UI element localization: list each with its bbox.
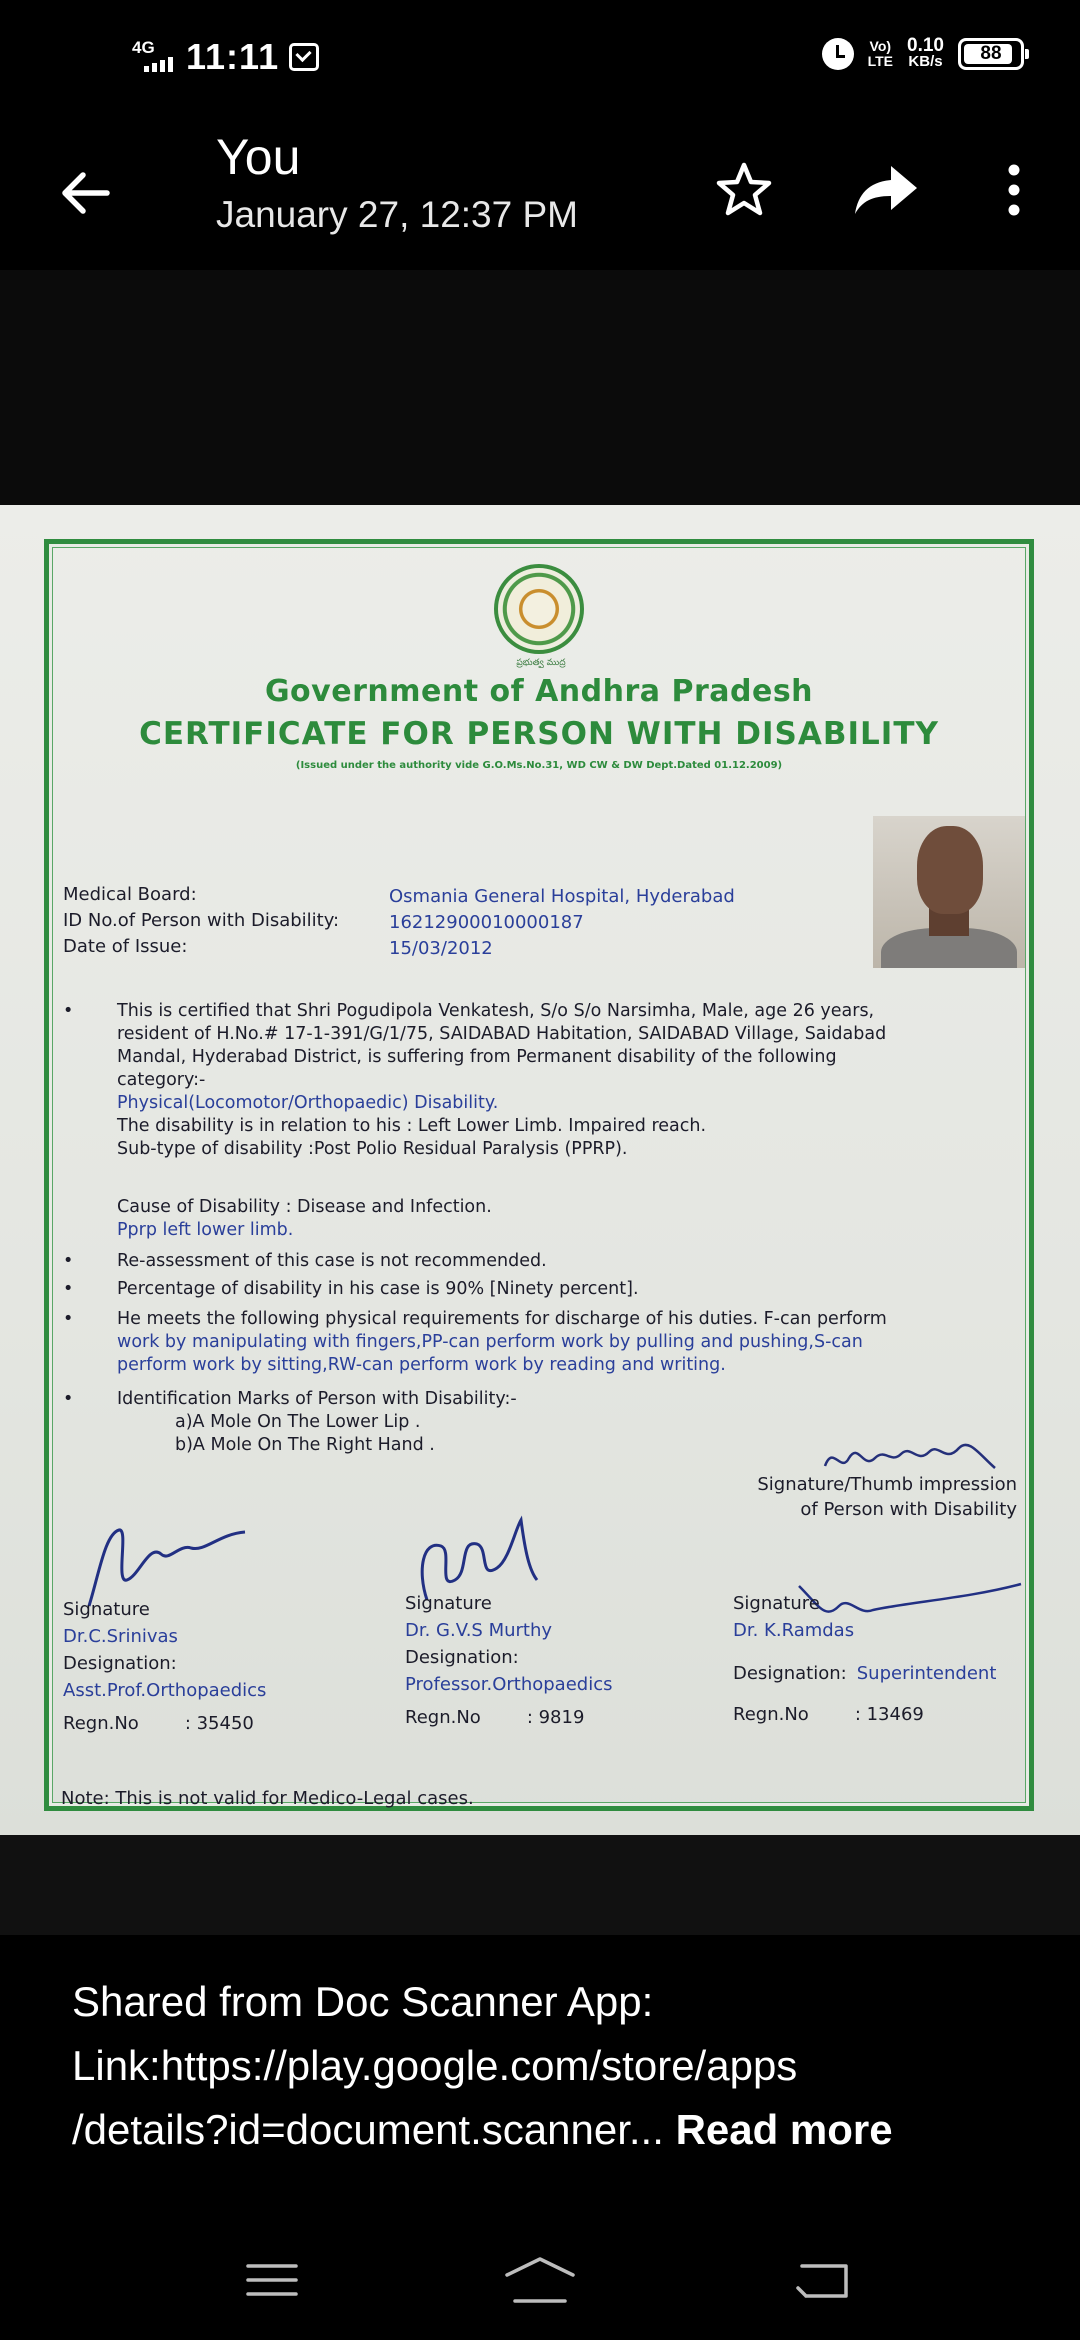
text-line: Mandal, Hyderabad District, is suffering from Permanent disability of the following — [117, 1047, 837, 1067]
text-line: The disability is in relation to his : Left Lower Limb. Impaired reach. — [117, 1116, 707, 1136]
text-line: category:- — [117, 1070, 206, 1090]
signer-signature-label: Signature — [405, 1593, 492, 1614]
home-button[interactable] — [500, 2250, 580, 2310]
text-line: work by manipulating with fingers,PP-can perform work by pulling and pushing,S-can — [117, 1332, 863, 1352]
star-icon — [714, 160, 774, 220]
text-line: Percentage of disability in his case is 90% [Ninety percent]. — [117, 1279, 639, 1299]
volte-indicator — [868, 39, 893, 69]
regn-value: : 9819 — [526, 1707, 585, 1728]
arrow-left-icon — [57, 165, 113, 221]
network-speed — [907, 35, 944, 70]
signer-block — [405, 1590, 612, 1731]
designation-value: Superintendent — [856, 1663, 997, 1684]
more-options-button[interactable] — [974, 150, 1054, 230]
designation-label: Designation: — [733, 1663, 847, 1684]
read-more-link[interactable]: Read more — [675, 2106, 893, 2153]
text-line: Physical(Locomotor/Orthopaedic) Disability. — [117, 1093, 499, 1113]
text-line: Signature/Thumb impression — [757, 1474, 1017, 1495]
regn-label: Regn.No — [405, 1707, 481, 1728]
status-left — [132, 36, 319, 78]
text-line: This is certified that Shri Pogudipola Venkatesh, S/o S/o Narsimha, Male, age 26 years, — [117, 1001, 875, 1021]
speed-value: 0.10 — [907, 35, 944, 56]
app-header — [0, 120, 1080, 270]
image-backdrop — [0, 270, 1080, 505]
message-caption — [72, 1970, 1032, 2162]
person-photo — [873, 816, 1025, 968]
regn-value: : 13469 — [854, 1704, 924, 1725]
caption-line: Shared from Doc Scanner App: — [72, 1978, 654, 2025]
caption-line: Link:https://play.google.com/store/apps — [72, 2042, 798, 2089]
field-label: Medical Board: — [63, 884, 197, 905]
emblem-caption: ప్రభుత్వ ముద్ర — [516, 658, 566, 668]
status-right — [822, 35, 1024, 70]
signer-block — [733, 1590, 996, 1728]
text-line: Pprp left lower limb. — [117, 1220, 294, 1240]
field-label: ID No.of Person with Disability: — [63, 910, 340, 931]
thumb-impression-label — [757, 1472, 1017, 1522]
shared-image[interactable] — [0, 505, 1080, 1835]
signer-signature-label: Signature — [733, 1593, 820, 1614]
text-line: Re-assessment of this case is not recommended. — [117, 1251, 547, 1271]
caption-line: /details?id=document.scanner... — [72, 2106, 664, 2153]
signer-name: Dr.C.Srinivas — [63, 1626, 178, 1647]
text-line: resident of H.No.# 17-1-391/G/1/75, SAIDABAD Habitation, SAIDABAD Village, Saidabad — [117, 1024, 887, 1044]
government-heading: Government of Andhra Pradesh — [264, 674, 814, 709]
more-vertical-icon — [1002, 160, 1026, 220]
forward-button[interactable] — [846, 150, 926, 230]
regn-label: Regn.No — [733, 1704, 809, 1725]
volte-top: Vo) — [869, 38, 892, 54]
clock: 11:11 — [186, 36, 280, 77]
back-nav-icon — [794, 2258, 854, 2302]
cause-paragraph — [63, 1196, 1023, 1242]
field-label: Date of Issue: — [63, 936, 188, 957]
certificate-title: CERTIFICATE FOR PERSON WITH DISABILITY — [139, 716, 939, 752]
text-line: a)A Mole On The Lower Lip . — [175, 1412, 421, 1432]
text-line: Sub-type of disability :Post Polio Residual Paralysis (PPRP). — [117, 1139, 628, 1159]
designation-label: Designation: — [405, 1647, 519, 1668]
identification-marks: • Identification Marks of Person with Disability:- a)A Mole On The Lower Lip . b)A Mole On The Right Hand . — [63, 1388, 1023, 1457]
signer-name: Dr. K.Ramdas — [733, 1620, 855, 1641]
regn-label: Regn.No — [63, 1713, 139, 1734]
regn-value: : 35450 — [184, 1713, 254, 1734]
text-line: perform work by sitting,RW-can perform work by reading and writing. — [117, 1355, 726, 1375]
sender-name: You — [216, 129, 301, 185]
recent-apps-button[interactable] — [232, 2250, 312, 2310]
field-value: 15/03/2012 — [389, 938, 493, 959]
text-line: Cause of Disability : Disease and Infection. — [117, 1197, 492, 1217]
message-notification-icon — [289, 43, 319, 71]
text-line: He meets the following physical requirements for discharge of his duties. F-can perform — [117, 1309, 887, 1329]
back-button[interactable] — [50, 158, 120, 228]
bullet-item: • Percentage of disability in his case is 90% [Ninety percent]. — [63, 1278, 1023, 1301]
signer-signature-label: Signature — [63, 1599, 150, 1620]
state-emblem-icon — [494, 564, 584, 654]
validity-note: Note: This is not valid for Medico-Legal cases. — [61, 1788, 474, 1809]
navigation-bar — [0, 2220, 1080, 2340]
bullet-item: • Re-assessment of this case is not recommended. — [63, 1250, 1023, 1273]
status-bar — [0, 0, 1080, 120]
battery-level: 88 — [980, 43, 1002, 64]
volte-bottom: LTE — [867, 53, 894, 69]
text-line: Identification Marks of Person with Disability:- — [117, 1389, 517, 1409]
designation-value: Professor.Orthopaedics — [405, 1674, 613, 1695]
speed-unit: KB/s — [908, 53, 943, 70]
star-button[interactable] — [704, 150, 784, 230]
image-bottom-strip — [0, 1835, 1080, 1935]
certification-paragraph: • This is certified that Shri Pogudipola Venkatesh, S/o S/o Narsimha, Male, age 26 years, resident of H.No.# 17-1-391/G/1/75, SAIDABAD Habitation, SAIDABAD Village, Saidabad Mandal, Hyderabad District, is suffering from Permanent disability of the following category:- Physical(Locomotor/Orthopaedic) Disability. The disability is in relation to his : Left Lower Limb. Impaired reach. Sub-type of disability :Post Polio Residual Paralysis (PPRP). — [63, 1000, 1023, 1161]
signer-name: Dr. G.V.S Murthy — [405, 1620, 553, 1641]
alarm-icon — [822, 38, 854, 70]
text-line: of Person with Disability — [800, 1499, 1017, 1520]
back-nav-button[interactable] — [784, 2250, 864, 2310]
disability-certificate — [44, 539, 1034, 1811]
network-type: 4G — [132, 38, 155, 57]
message-timestamp: January 27, 12:37 PM — [216, 194, 578, 235]
menu-icon — [244, 2260, 300, 2300]
text-line: b)A Mole On The Right Hand . — [175, 1435, 435, 1455]
signer-block — [63, 1596, 266, 1737]
designation-value: Asst.Prof.Orthopaedics — [63, 1680, 267, 1701]
requirements-paragraph: • He meets the following physical requirements for discharge of his duties. F-can perform work by manipulating with fingers,PP-can perform work by pulling and pushing,S-can perform work by sitting,RW-can perform work by reading and writing. — [63, 1308, 1023, 1377]
designation-label: Designation: — [63, 1653, 177, 1674]
field-value: 16212900010000187 — [389, 912, 584, 933]
forward-icon — [853, 162, 919, 218]
home-icon — [503, 2255, 577, 2305]
issued-note: (Issued under the authority vide G.O.Ms.No.31, WD CW & DW Dept.Dated 01.12.2009) — [295, 760, 783, 771]
signal-icon — [132, 37, 176, 77]
field-value: Osmania General Hospital, Hyderabad — [389, 886, 735, 907]
battery-icon — [958, 38, 1024, 70]
